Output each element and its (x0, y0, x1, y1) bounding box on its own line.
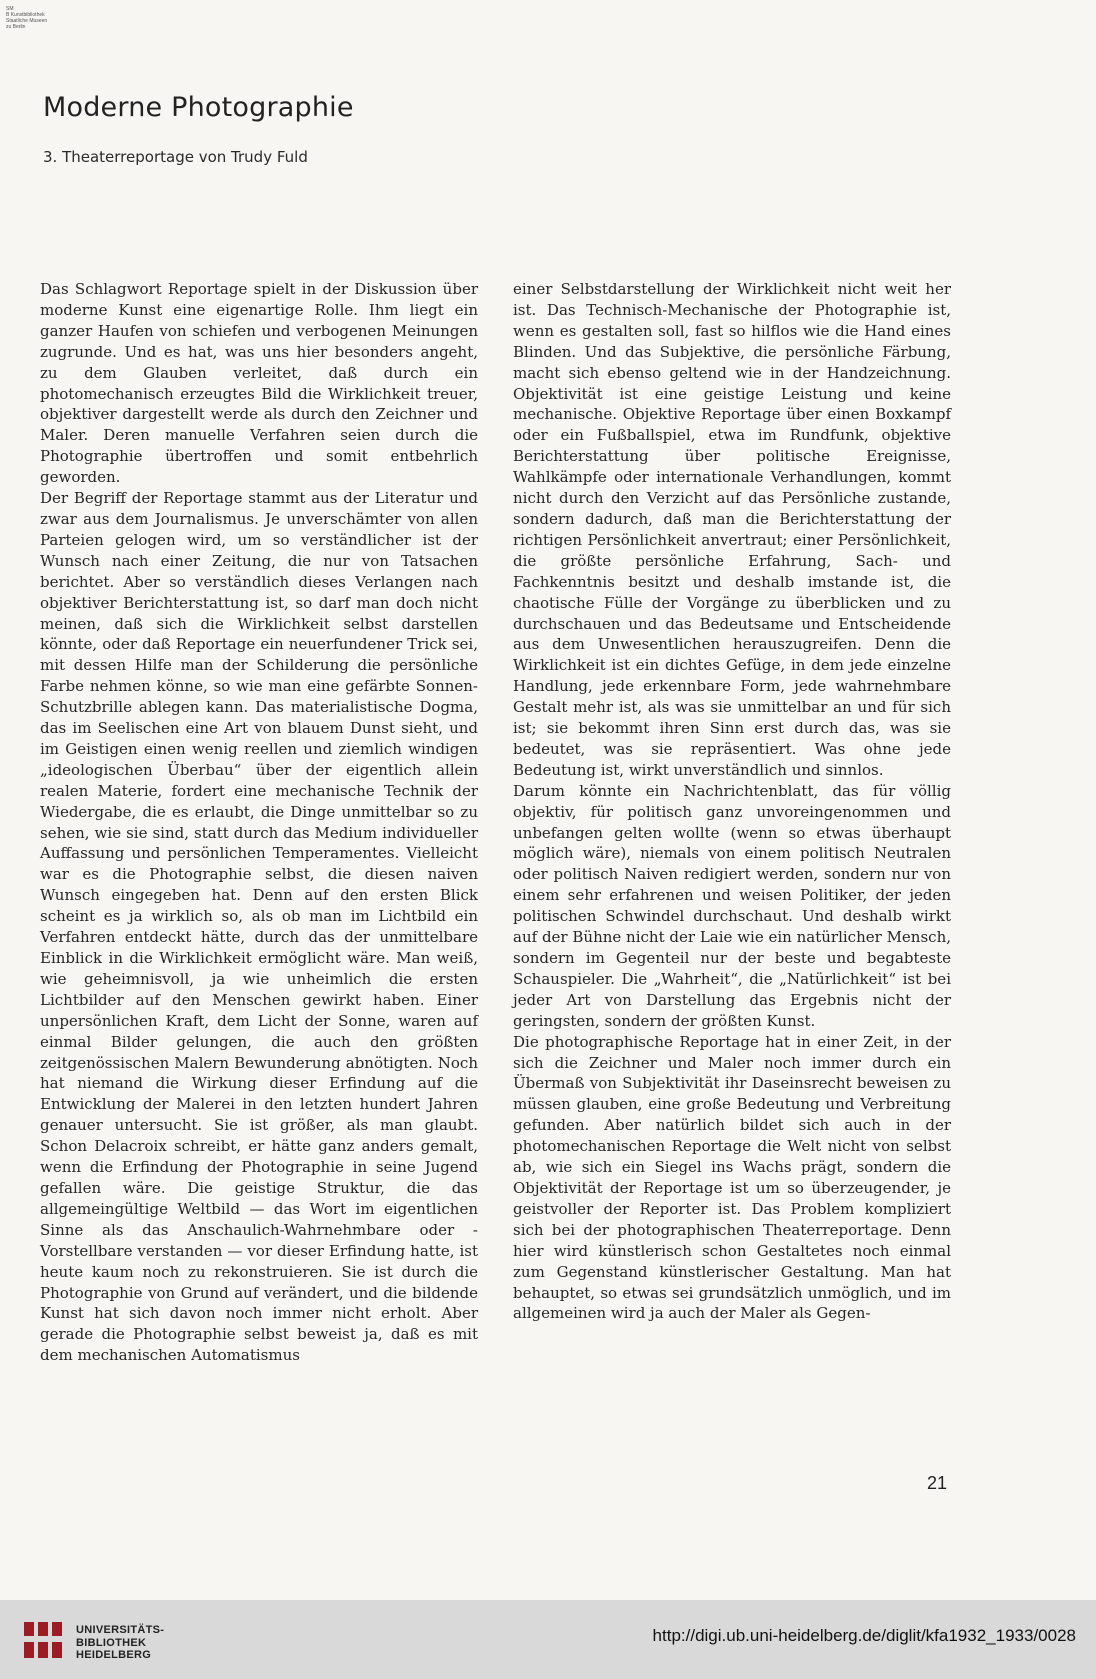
logo-line: UNIVERSITÄTS- (76, 1624, 165, 1636)
heidelberg-seal-icon (22, 1618, 66, 1662)
stamp-line: SM (6, 6, 14, 12)
logo-line: HEIDELBERG (76, 1649, 152, 1661)
paragraph: Das Schlagwort Reportage spielt in der Diskussion über moderne Kunst eine eigenartige Rolle. Ihm liegt ein ganzer Haufen von schiefen und verbogenen Meinungen zugrunde. Und es hat, was uns hier besonders angeht, zu dem Glauben verleitet, daß durch ein photomechanisch erzeugtes Bild die Wirklichkeit treuer, objektiver dargestellt werde als durch den Zeichner und Maler. Deren manuelle Verfahren seien durch die Photographie übertroffen und somit entbehrlich geworden. (40, 280, 478, 487)
stamp-line: zu Berlin (6, 24, 26, 30)
logo-text (76, 1624, 164, 1662)
article-title: Moderne Photographie (43, 92, 354, 123)
page-number: 21 (927, 1473, 948, 1493)
paragraph: einer Selbstdarstellung der Wirklichkeit nicht weit her ist. Das Technisch-Mechanische der Photographie ist, wenn es gestalten soll, fast so hilflos wie die Hand eines Blinden. Und das Subjektive, die persönliche Färbung, macht sich ebenso geltend wie in der Handzeichnung. Objektivität ist eine geistige Leistung und keine mechanische. Objektive Reportage über einen Boxkampf oder ein Fußballspiel, etwa im Rundfunk, objektive Berichterstattung über politische Ereignisse, Wahlkämpfe oder internationale Verhandlungen, kommt nicht durch den Verzicht auf das Persönliche zustande, sondern dadurch, daß man die Berichterstattung der richtigen Persönlichkeit anvertraut; einer Persönlichkeit, die größte persönliche Erfahrung, Sach- und Fachkenntnis besitzt und deshalb imstande ist, die chaotische Fülle der Vorgänge zu überblicken und zu durchschauen und das Bedeutsame und Entscheidende aus dem Unwesentlichen herauszugreifen. Denn die Wirklichkeit ist ein dichtes Gefüge, in dem jede einzelne Handlung, jede erkennbare Form, jede wahrnehmbare Gestalt mehr ist, als was sie unmittelbar an und für sich ist; sie bekommt ihren Sinn erst durch das, was sie bedeutet, was sie repräsentiert. Was ohne jede Bedeutung ist, wirkt unverständlich und sinnlos. (513, 280, 951, 779)
text-column-left (40, 279, 478, 1366)
stamp-line: B Kunstbibliothek (6, 12, 45, 18)
footer-bar (0, 1600, 1096, 1679)
university-library-logo[interactable] (22, 1618, 232, 1662)
text-column-right (513, 279, 951, 1324)
logo-line: BIBLIOTHEK (76, 1636, 147, 1649)
library-stamp (6, 6, 47, 30)
paragraph: Darum könnte ein Nachrichtenblatt, das für völlig objektiv, für politisch ganz unvoreingenommen und unbefangen gelten wollte (wenn so etwas überhaupt möglich wäre), niemals von einem politisch Neutralen oder politisch Naiven redigiert werden, sondern nur von einem sehr erfahrenen und weisen Politiker, der jeden politischen Schwindel durchschaut. Und deshalb wirkt auf der Bühne nicht der Laie wie ein natürlicher Mensch, sondern im Gegenteil nur der beste und begabteste Schauspieler. Die „Wahrheit“, die „Natürlichkeit“ ist bei jeder Art von Darstellung das Ergebnis nicht der geringsten, sondern der größten Kunst. (513, 781, 951, 1030)
article-subtitle: 3. Theaterreportage von Trudy Fuld (43, 148, 308, 166)
paragraph: Die photographische Reportage hat in einer Zeit, in der sich die Zeichner und Maler noch immer durch ein Übermaß von Subjektivität ihr Daseinsrecht beweisen zu müssen glauben, eine große Bedeutung und Verbreitung gefunden. Aber natürlich bildet sich auch in der photomechanischen Reportage die Welt nicht von selbst ab, wie sich ein Siegel ins Wachs prägt, sondern die Objektivität der Reportage ist um so überzeugender, je geistvoller der Reporter ist. Das Problem kompliziert sich bei der photographischen Theaterreportage. Denn hier wird künstlerisch schon Gestaltetes noch einmal zum Gegenstand künstlerischer Gestaltung. Man hat behauptet, so etwas sei grundsätzlich unmöglich, und im allgemeinen wird ja auch der Maler als Gegen- (513, 1032, 951, 1323)
paragraph: Der Begriff der Reportage stammt aus der Literatur und zwar aus dem Journalismus. Je unverschämter von allen Parteien gelogen wird, um so verständlicher ist der Wunsch nach einer Zeitung, die nur von Tatsachen berichtet. Aber so verständlich dieses Verlangen nach objektiver Berichterstattung ist, so darf man doch nicht meinen, daß sich die Wirklichkeit selbst darstellen könnte, oder daß Reportage ein neuerfundener Trick sei, mit dessen Hilfe man der Schilderung die persönliche Farbe nehmen könne, so wie man eine gefärbte Sonnen-Schutzbrille ablegen kann. Das materialistische Dogma, das im Seelischen eine Art von blauem Dunst sieht, und im Geistigen einen wenig reellen und ziemlich windigen „ideologischen Überbau“ über der eigentlich allein realen Materie, fordert eine mechanische Technik der Wiedergabe, die es erlaubt, die Dinge unmittelbar so zu sehen, wie sie sind, statt durch das Medium individueller Auffassung und persönlichen Temperamentes. Vielleicht war es die Photographie selbst, die diesen naiven Wunsch eingegeben hat. Denn auf den ersten Blick scheint es ja wirklich so, als ob man im Lichtbild ein Verfahren entdeckt hätte, durch das der unmittelbare Einblick in die Wirklichkeit ermöglicht wäre. Man weiß, wie geheimnisvoll, ja wie unheimlich die ersten Lichtbilder auf den Menschen gewirkt haben. Einer unpersönlichen Kraft, dem Licht der Sonne, waren auf einmal Bilder gelungen, die auch den größten zeitgenössischen Malern Bewunderung abnötigten. Noch hat niemand die Wirkung dieser Erfindung auf die Entwicklung der Malerei in den letzten hundert Jahren genauer untersucht. Sie ist größer, als man glaubt. Schon Delacroix schreibt, er hätte ganz anders gemalt, wenn die Erfindung der Photographie in seine Jugend gefallen wäre. Die geistige Struktur, die das allgemeingültige Weltbild — das Wort im eigentlichen Sinne als das Anschaulich-Wahrnehmbare oder -Vorstellbare verstanden — vor dieser Erfindung hatte, ist heute kaum noch zu rekonstruieren. Sie ist durch die Photographie von Grund auf verändert, und die bildende Kunst hat sich davon noch immer nicht erholt. Aber gerade die Photographie selbst beweist ja, daß es mit dem mechanischen Automatismus (40, 489, 478, 1365)
permalink-url[interactable]: http://digi.ub.uni-heidelberg.de/diglit/kfa1932_1933/0028 (652, 1626, 1076, 1645)
stamp-line: Staatliche Museen (6, 18, 48, 24)
